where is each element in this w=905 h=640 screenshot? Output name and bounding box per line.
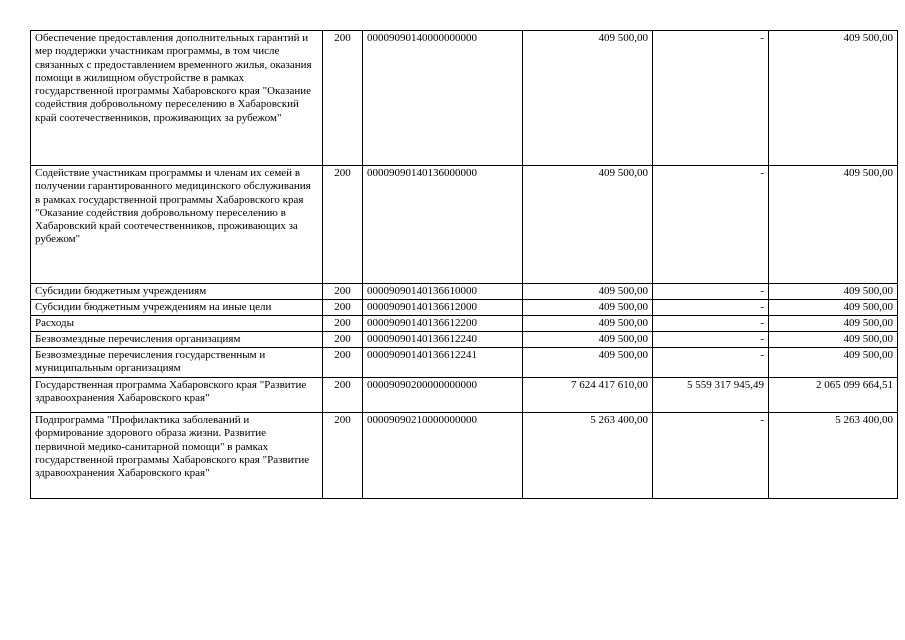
row-code-cell: 200 <box>323 378 363 413</box>
row-classification-cell: 00009090210000000000 <box>363 413 523 499</box>
row-code-cell: 200 <box>323 413 363 499</box>
row-remaining-cell: 409 500,00 <box>769 300 898 316</box>
table-row <box>31 300 898 316</box>
row-approved-cell: 7 624 417 610,00 <box>523 378 653 413</box>
row-name-cell: Субсидии бюджетным учреждениям на иные цели <box>31 300 323 316</box>
row-name-cell: Обеспечение предоставления дополнительных гарантий и мер поддержки участникам программы, в том числе связанных с предоставлением временного жилья, оказания помощи в жилищном обустройстве в рамках государственной программы Хабаровского края "Оказание содействия добровольному переселению в Хабаровский край соотечественников, проживающих за рубежом" <box>31 31 323 166</box>
row-executed-cell: - <box>653 332 769 348</box>
row-remaining-cell: 409 500,00 <box>769 166 898 284</box>
row-executed-cell: - <box>653 348 769 378</box>
table-row <box>31 166 898 284</box>
row-executed-cell: - <box>653 31 769 166</box>
row-classification-cell: 00009090140136612200 <box>363 316 523 332</box>
row-classification-cell: 00009090140136610000 <box>363 284 523 300</box>
row-remaining-cell: 409 500,00 <box>769 284 898 300</box>
row-executed-cell: - <box>653 316 769 332</box>
row-remaining-cell: 409 500,00 <box>769 348 898 378</box>
row-classification-cell: 00009090140000000000 <box>363 31 523 166</box>
budget-execution-table <box>30 30 898 499</box>
row-remaining-cell: 409 500,00 <box>769 332 898 348</box>
row-name-cell: Субсидии бюджетным учреждениям <box>31 284 323 300</box>
row-executed-cell: 5 559 317 945,49 <box>653 378 769 413</box>
row-code-cell: 200 <box>323 316 363 332</box>
row-code-cell: 200 <box>323 332 363 348</box>
row-remaining-cell: 409 500,00 <box>769 31 898 166</box>
table-row <box>31 348 898 378</box>
row-remaining-cell: 5 263 400,00 <box>769 413 898 499</box>
row-approved-cell: 409 500,00 <box>523 31 653 166</box>
row-approved-cell: 5 263 400,00 <box>523 413 653 499</box>
row-approved-cell: 409 500,00 <box>523 300 653 316</box>
row-code-cell: 200 <box>323 31 363 166</box>
table-row <box>31 284 898 300</box>
row-name-cell: Содействие участникам программы и членам их семей в получении гарантированного медицинского обслуживания в рамках государственной программы Хабаровского края "Оказание содействия добровольному переселению в Хабаровский край соотечественников, проживающих за рубежом" <box>31 166 323 284</box>
row-code-cell: 200 <box>323 300 363 316</box>
row-approved-cell: 409 500,00 <box>523 316 653 332</box>
row-classification-cell: 00009090140136000000 <box>363 166 523 284</box>
row-remaining-cell: 2 065 099 664,51 <box>769 378 898 413</box>
row-approved-cell: 409 500,00 <box>523 166 653 284</box>
table-row <box>31 31 898 166</box>
row-classification-cell: 00009090140136612240 <box>363 332 523 348</box>
row-executed-cell: - <box>653 300 769 316</box>
table-row <box>31 378 898 413</box>
row-classification-cell: 00009090140136612241 <box>363 348 523 378</box>
row-executed-cell: - <box>653 284 769 300</box>
table-row <box>31 413 898 499</box>
row-name-cell: Безвозмездные перечисления государственным и муниципальным организациям <box>31 348 323 378</box>
row-name-cell: Безвозмездные перечисления организациям <box>31 332 323 348</box>
row-code-cell: 200 <box>323 348 363 378</box>
row-classification-cell: 00009090140136612000 <box>363 300 523 316</box>
table-row <box>31 332 898 348</box>
row-name-cell: Подпрограмма "Профилактика заболеваний и формирование здорового образа жизни. Развитие первичной медико-санитарной помощи" в рамках государственной программы Хабаровского края "Развитие здравоохранения Хабаровского края" <box>31 413 323 499</box>
row-classification-cell: 00009090200000000000 <box>363 378 523 413</box>
row-remaining-cell: 409 500,00 <box>769 316 898 332</box>
row-executed-cell: - <box>653 413 769 499</box>
row-approved-cell: 409 500,00 <box>523 332 653 348</box>
row-executed-cell: - <box>653 166 769 284</box>
row-approved-cell: 409 500,00 <box>523 284 653 300</box>
row-name-cell: Расходы <box>31 316 323 332</box>
row-approved-cell: 409 500,00 <box>523 348 653 378</box>
table-row <box>31 316 898 332</box>
row-code-cell: 200 <box>323 284 363 300</box>
row-name-cell: Государственная программа Хабаровского края "Развитие здравоохранения Хабаровского края" <box>31 378 323 413</box>
row-code-cell: 200 <box>323 166 363 284</box>
